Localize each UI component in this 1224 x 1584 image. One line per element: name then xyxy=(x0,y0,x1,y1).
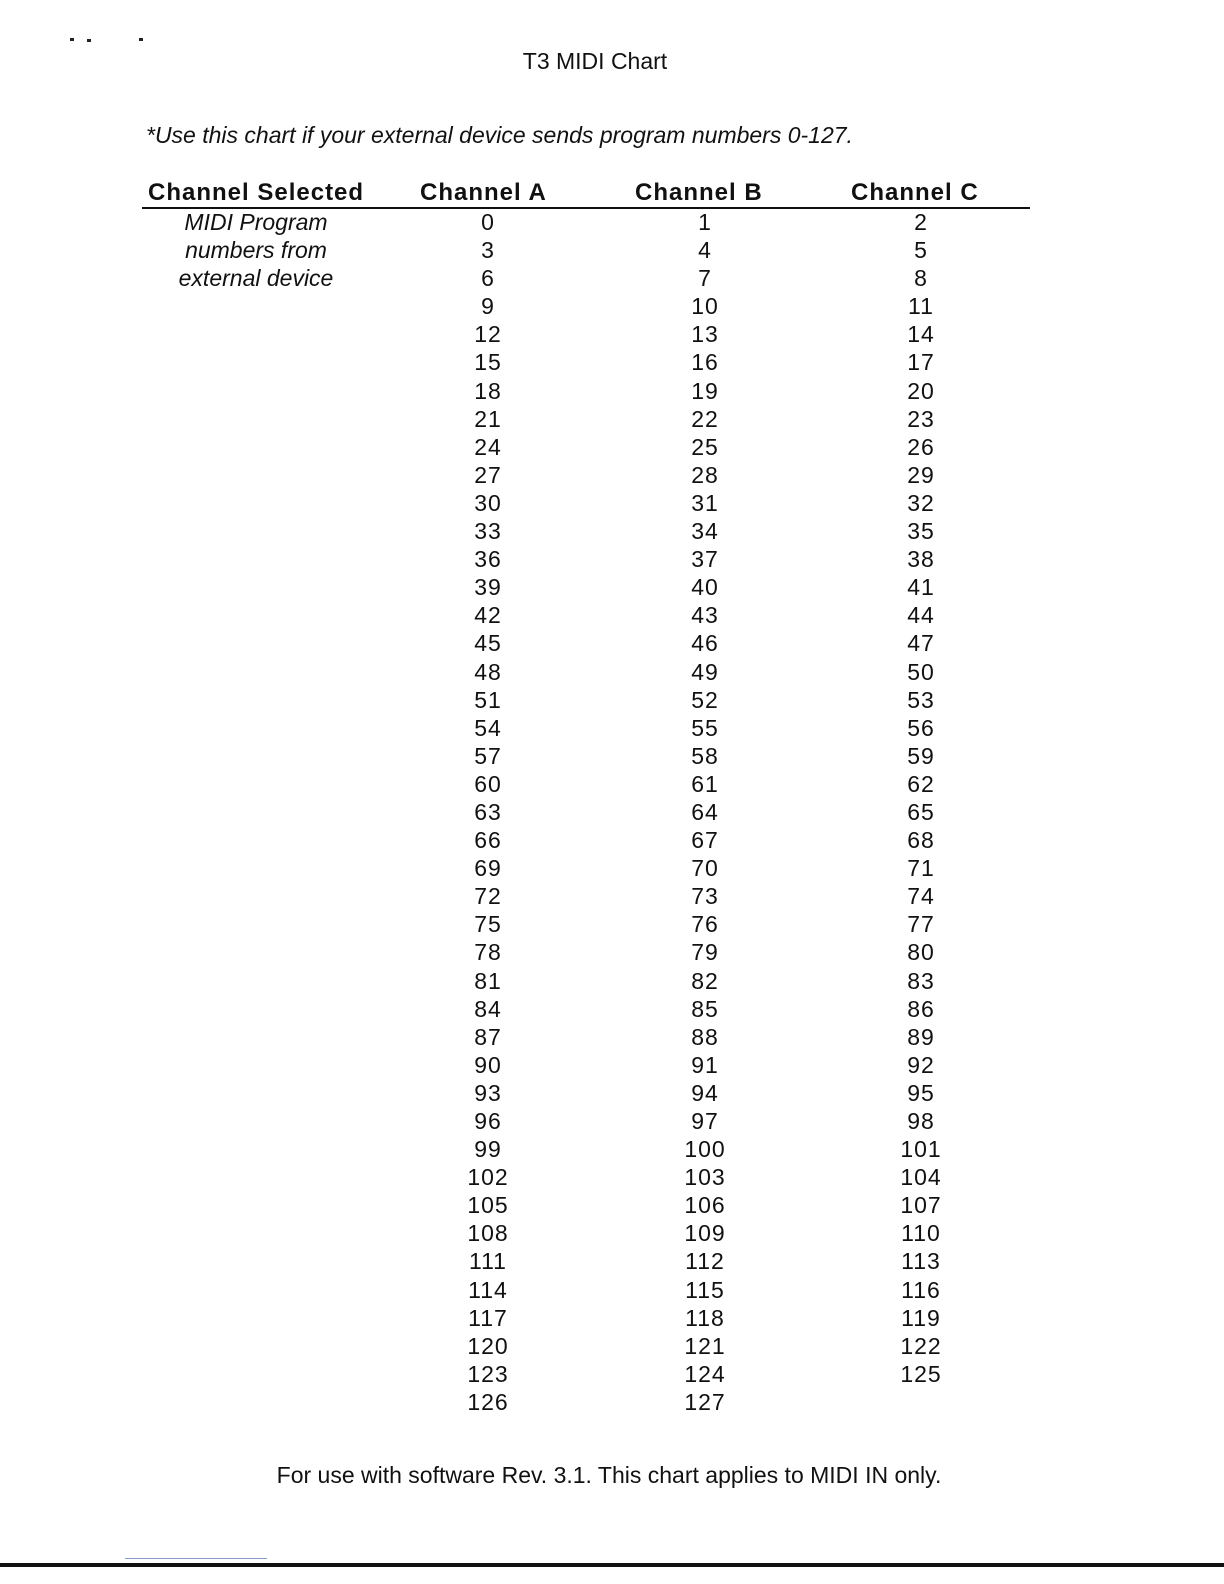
channel-b-value: 58 xyxy=(691,742,719,769)
channel-a-value: 30 xyxy=(474,489,502,516)
channel-a-value: 123 xyxy=(467,1360,509,1387)
header-channel-c: Channel C xyxy=(851,179,979,206)
channel-a-value: 9 xyxy=(481,293,495,320)
channel-c-value: 20 xyxy=(907,377,935,404)
channel-b-value: 7 xyxy=(698,265,712,292)
channel-a-value: 84 xyxy=(474,995,502,1022)
channel-a-value: 21 xyxy=(474,405,502,432)
usage-note: *Use this chart if your external device sends program numbers 0-127. xyxy=(146,122,853,148)
channel-b-value: 109 xyxy=(684,1220,726,1247)
channel-b-value: 61 xyxy=(691,770,719,797)
channel-b-value: 46 xyxy=(691,630,719,657)
channel-c-value: 26 xyxy=(907,433,935,460)
channel-a-value: 126 xyxy=(467,1388,509,1415)
description-line: numbers from xyxy=(185,237,327,263)
channel-b-value: 115 xyxy=(685,1276,725,1303)
channel-a-value: 81 xyxy=(474,967,502,994)
channel-c-value: 44 xyxy=(907,602,935,629)
channel-b-value: 70 xyxy=(691,855,719,882)
channel-c-value: 113 xyxy=(901,1248,941,1275)
channel-a-value: 15 xyxy=(474,349,502,376)
channel-a-value: 105 xyxy=(467,1192,509,1219)
channel-c-value: 11 xyxy=(908,293,934,320)
channel-b-value: 121 xyxy=(684,1332,726,1359)
channel-b-value: 19 xyxy=(691,377,719,404)
channel-a-value: 75 xyxy=(474,911,502,938)
channel-b-value: 28 xyxy=(691,461,719,488)
channel-b-value: 55 xyxy=(691,714,719,741)
channel-c-value: 74 xyxy=(907,883,935,910)
channel-a-value: 51 xyxy=(474,686,502,713)
channel-c-value: 65 xyxy=(907,798,935,825)
channel-c-value: 110 xyxy=(901,1220,941,1247)
channel-c-value: 92 xyxy=(907,1051,935,1078)
channel-c-value: 14 xyxy=(907,321,935,348)
channel-b-value: 103 xyxy=(684,1164,726,1191)
channel-b-value: 31 xyxy=(691,489,719,516)
channel-b-value: 76 xyxy=(691,911,719,938)
channel-c-value: 95 xyxy=(907,1079,935,1106)
channel-c-value: 50 xyxy=(907,658,935,685)
channel-c-value: 122 xyxy=(900,1332,942,1359)
channel-a-value: 78 xyxy=(474,939,502,966)
channel-b-value: 94 xyxy=(691,1079,719,1106)
channel-c-value: 38 xyxy=(907,546,935,573)
channel-b-value: 25 xyxy=(691,433,719,460)
channel-c-value: 17 xyxy=(907,349,935,376)
channel-b-value: 97 xyxy=(691,1108,719,1134)
channel-c-value: 68 xyxy=(907,827,935,854)
scan-speck xyxy=(70,38,74,41)
channel-a-value: 36 xyxy=(474,546,502,573)
channel-b-value: 100 xyxy=(684,1136,726,1163)
channel-a-value: 99 xyxy=(474,1136,502,1163)
channel-b-value: 118 xyxy=(685,1304,725,1331)
channel-c-value: 71 xyxy=(907,855,935,882)
channel-a-value: 108 xyxy=(467,1220,509,1247)
channel-c-value: 8 xyxy=(914,265,928,292)
bottom-rule xyxy=(0,1563,1224,1567)
channel-a-value: 111 xyxy=(469,1248,507,1275)
channel-a-value: 0 xyxy=(481,209,495,235)
channel-b-value: 34 xyxy=(691,518,719,545)
selected-description xyxy=(142,208,370,292)
channel-a-value: 66 xyxy=(474,827,502,854)
channel-a-value: 6 xyxy=(481,265,495,292)
channel-c-value: 104 xyxy=(900,1164,942,1191)
channel-b-value: 22 xyxy=(691,405,719,432)
channel-b-value: 4 xyxy=(698,237,712,264)
channel-c-value: 5 xyxy=(914,237,928,264)
channel-c-value: 56 xyxy=(907,714,935,741)
channel-b-value: 73 xyxy=(691,883,719,910)
channel-b-value: 40 xyxy=(691,574,719,601)
channel-a-value: 57 xyxy=(474,742,502,769)
channel-c-value: 35 xyxy=(907,518,935,545)
footer-note: For use with software Rev. 3.1. This chart applies to MIDI IN only. xyxy=(276,1462,942,1488)
header-channel-b: Channel B xyxy=(635,179,763,206)
channel-c-value: 62 xyxy=(907,770,935,797)
channel-a-value: 27 xyxy=(474,461,502,488)
channel-b-value: 88 xyxy=(691,1023,719,1050)
channel-c-value: 83 xyxy=(907,967,935,994)
channel-b-value: 67 xyxy=(691,827,719,854)
channel-b-value: 127 xyxy=(684,1388,726,1415)
channel-a-value: 63 xyxy=(474,798,502,825)
header-channel-a: Channel A xyxy=(420,179,547,206)
channel-a-value: 114 xyxy=(468,1276,508,1303)
channel-c-value: 47 xyxy=(907,630,935,657)
channel-a-value: 90 xyxy=(474,1051,502,1078)
channel-c-value: 59 xyxy=(907,742,935,769)
channel-a-value: 12 xyxy=(474,321,502,348)
channel-c-value: 89 xyxy=(907,1023,935,1050)
channel-c-column xyxy=(886,208,956,1388)
channel-b-value: 13 xyxy=(691,321,719,348)
channel-a-value: 54 xyxy=(474,714,502,741)
channel-a-value: 39 xyxy=(474,574,502,601)
channel-c-value: 98 xyxy=(907,1108,935,1134)
channel-a-value: 60 xyxy=(474,770,502,797)
channel-c-value: 77 xyxy=(907,911,935,938)
channel-a-value: 45 xyxy=(474,630,502,657)
channel-c-value: 116 xyxy=(901,1276,941,1303)
channel-c-value: 101 xyxy=(900,1136,942,1163)
channel-c-value: 41 xyxy=(907,574,935,601)
channel-a-value: 93 xyxy=(474,1079,502,1106)
channel-c-value: 125 xyxy=(900,1360,942,1387)
channel-a-value: 42 xyxy=(474,602,502,629)
channel-c-value: 23 xyxy=(907,405,935,432)
channel-b-column xyxy=(670,208,740,1416)
channel-a-value: 24 xyxy=(474,433,502,460)
channel-a-value: 87 xyxy=(474,1023,502,1050)
channel-b-value: 124 xyxy=(684,1360,726,1387)
channel-c-value: 29 xyxy=(907,461,935,488)
header-channel-selected: Channel Selected xyxy=(148,179,365,206)
channel-a-value: 72 xyxy=(474,883,502,910)
channel-b-value: 106 xyxy=(684,1192,726,1219)
channel-c-value: 2 xyxy=(914,209,928,235)
channel-b-value: 79 xyxy=(691,939,719,966)
channel-b-value: 49 xyxy=(691,658,719,685)
channel-c-value: 80 xyxy=(907,939,935,966)
channel-a-value: 69 xyxy=(474,855,502,882)
channel-a-value: 33 xyxy=(474,518,502,545)
scan-speck xyxy=(87,39,91,42)
channel-a-value: 117 xyxy=(468,1304,508,1331)
channel-b-value: 64 xyxy=(691,798,719,825)
description-line: MIDI Program xyxy=(184,209,328,235)
channel-b-value: 10 xyxy=(691,293,719,320)
channel-c-value: 119 xyxy=(901,1304,941,1331)
channel-b-value: 82 xyxy=(691,967,719,994)
channel-b-value: 52 xyxy=(691,686,719,713)
channel-b-value: 91 xyxy=(691,1051,719,1078)
channel-c-value: 53 xyxy=(907,686,935,713)
channel-b-value: 1 xyxy=(698,209,712,235)
channel-c-value: 32 xyxy=(907,489,935,516)
channel-a-value: 120 xyxy=(467,1332,509,1359)
channel-a-column xyxy=(453,208,523,1416)
channel-b-value: 85 xyxy=(691,995,719,1022)
page-title: T3 MIDI Chart xyxy=(522,48,668,74)
channel-b-value: 37 xyxy=(691,546,719,573)
channel-b-value: 112 xyxy=(685,1248,725,1275)
channel-c-value: 86 xyxy=(907,995,935,1022)
channel-b-value: 16 xyxy=(691,349,719,376)
channel-a-value: 48 xyxy=(474,658,502,685)
description-line: external device xyxy=(178,265,334,291)
channel-c-value: 107 xyxy=(900,1192,942,1219)
scan-artifact-line xyxy=(125,1558,267,1559)
scan-speck xyxy=(139,38,143,41)
channel-a-value: 18 xyxy=(474,377,502,404)
channel-b-value: 43 xyxy=(691,602,719,629)
channel-a-value: 3 xyxy=(481,237,495,264)
table-header xyxy=(142,179,1030,209)
channel-a-value: 102 xyxy=(467,1164,509,1191)
channel-a-value: 96 xyxy=(474,1108,502,1134)
